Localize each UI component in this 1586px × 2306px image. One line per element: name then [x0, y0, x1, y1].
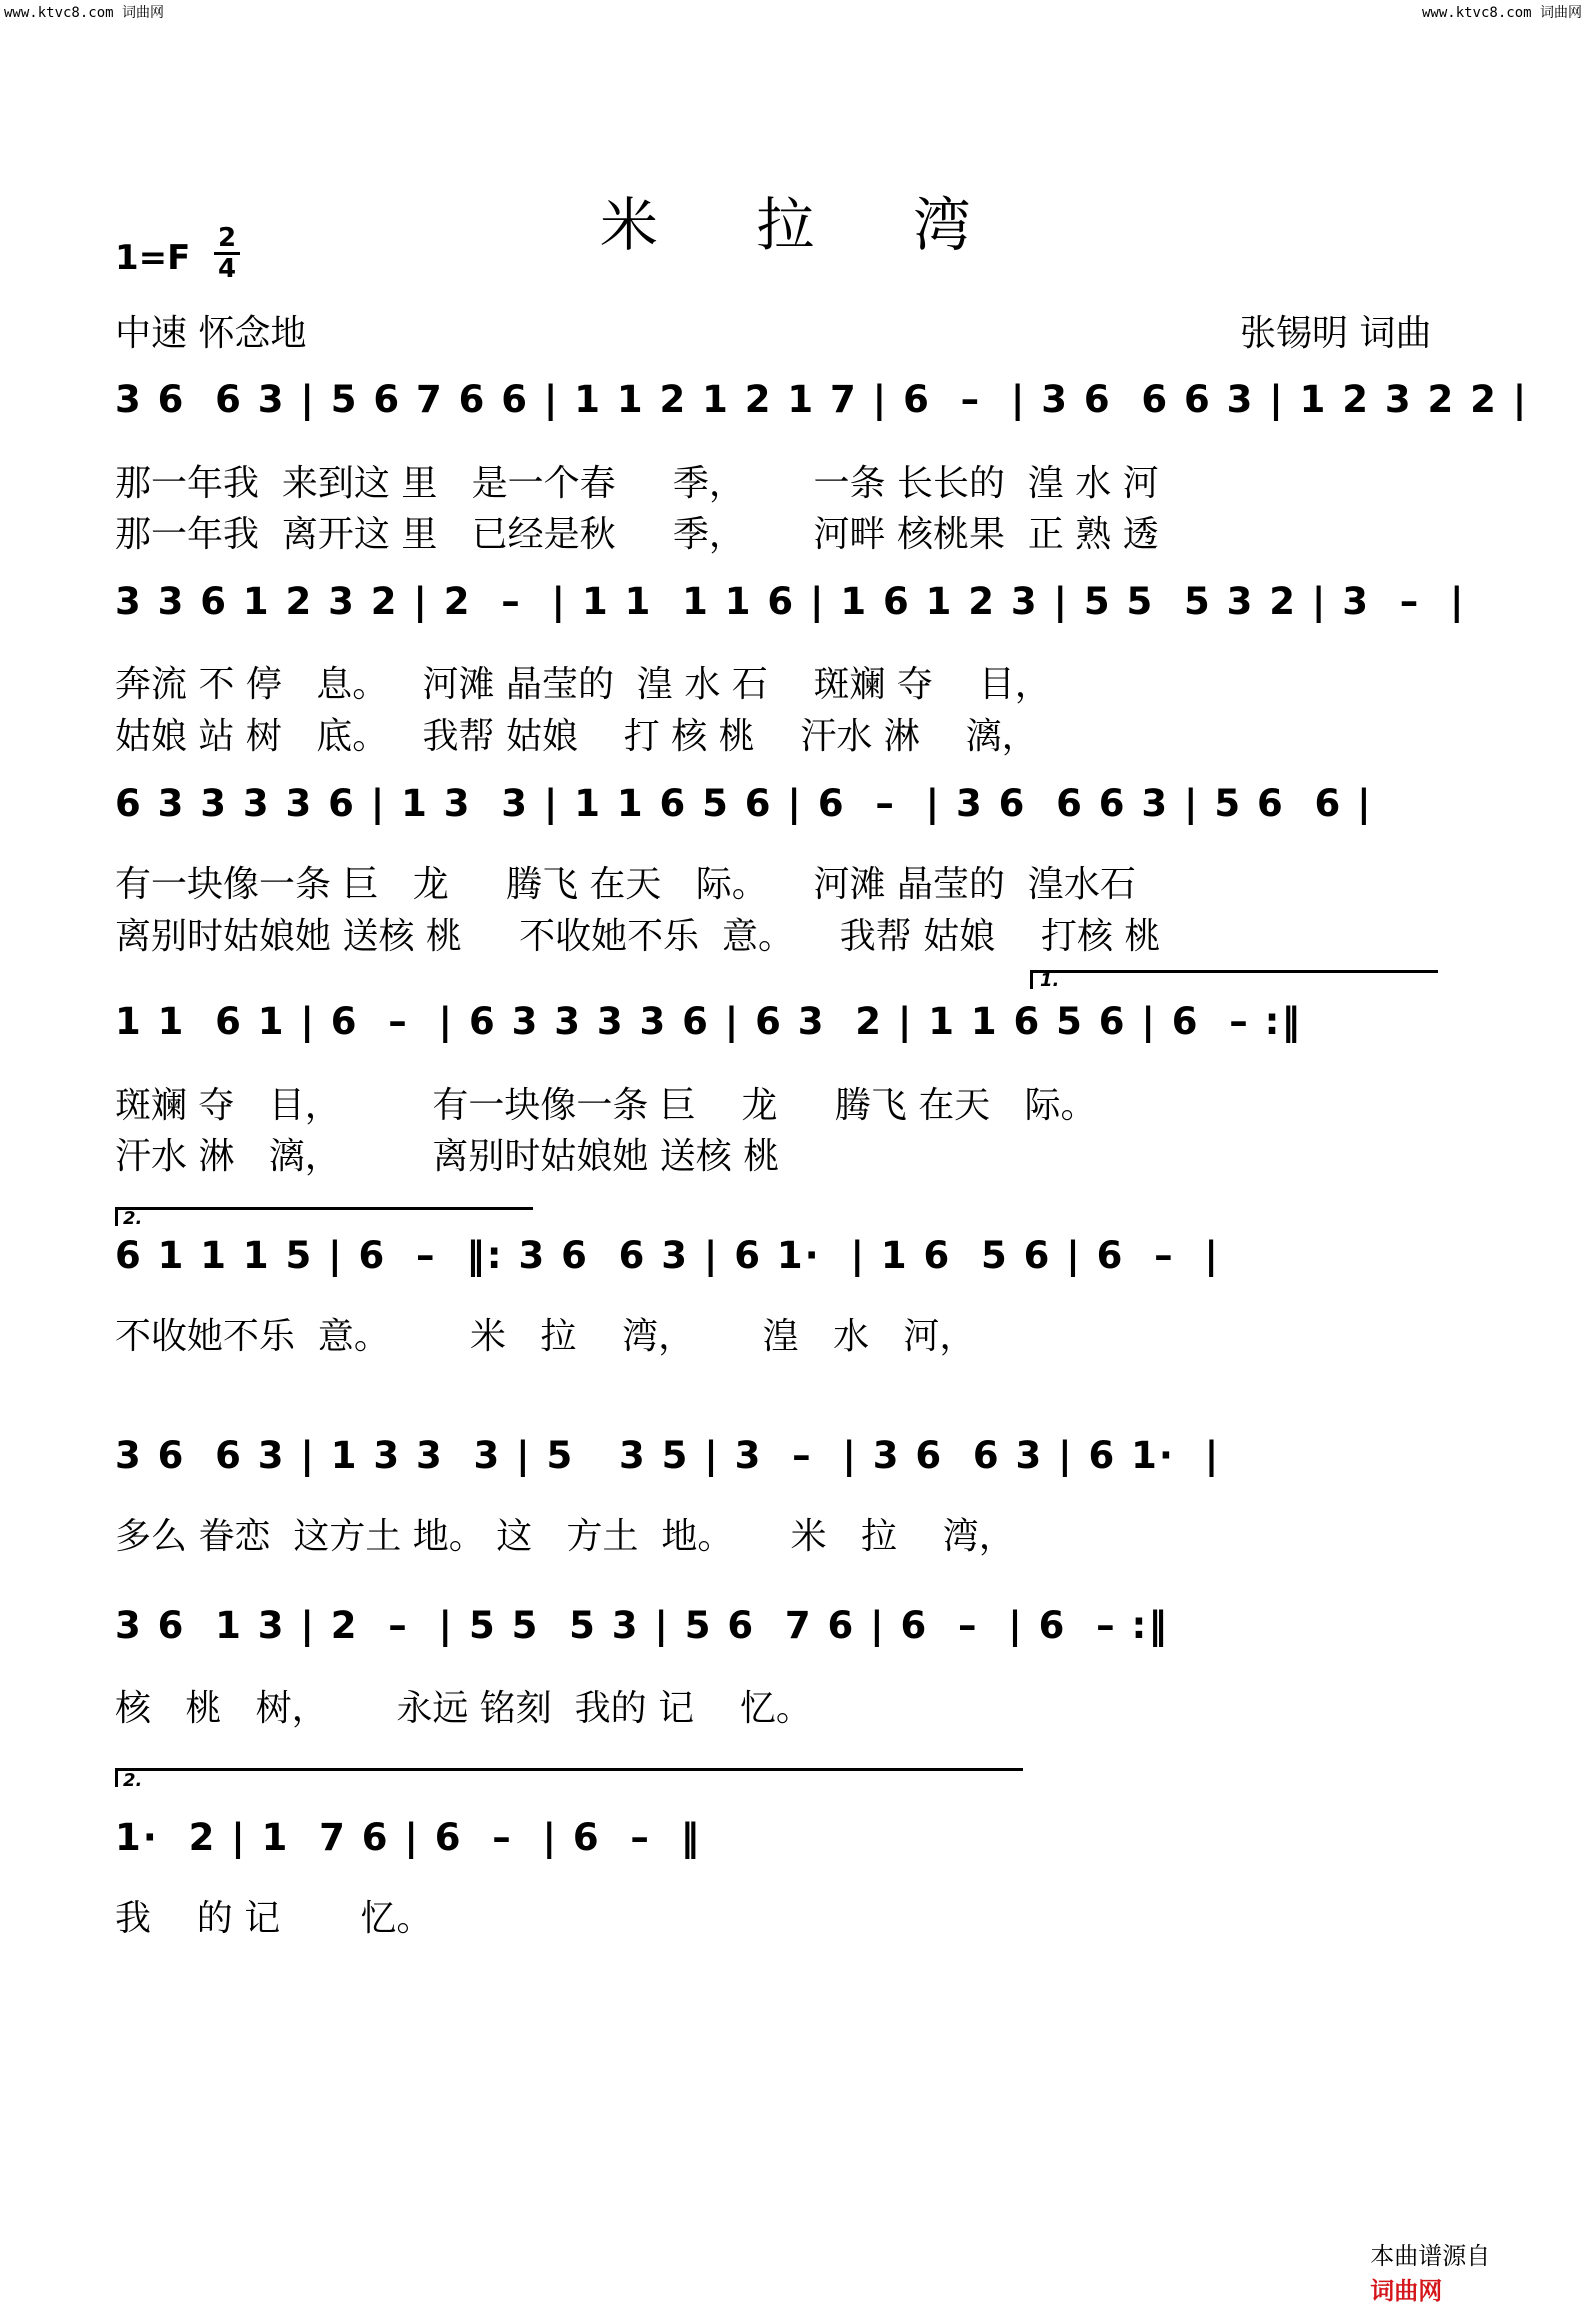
tempo-marking: 中速 怀念地 [115, 313, 307, 354]
lyric-row-3-verse-1: 有一块像一条 巨 龙 腾飞 在天 际。 河滩 晶莹的 湟水石 [115, 864, 1136, 905]
first-ending-number: 1. [1040, 970, 1060, 991]
lyric-row-4-verse-2: 汗水 淋 漓， 离别时姑娘她 送核 桃 [115, 1136, 780, 1177]
time-signature [214, 224, 240, 283]
notation-row-1: 3 6 6 3 | 5 6 7 6 6 | 1 1 2 1 2 1 7 | 6 – | 3 6 6 6 3 | 1 2 3 2 2 | [115, 378, 1529, 421]
second-ending-bracket [115, 1207, 533, 1226]
lyric-row-3-verse-2: 离别时姑娘她 送核 桃 不收她不乐 意。 我帮 姑娘 打核 桃 [115, 916, 1161, 957]
lyric-row-6: 多么 眷恋 这方土 地。 这 方土 地。 米 拉 湾， [115, 1516, 1015, 1557]
lyric-row-4-verse-1: 斑斓 夺 目， 有一块像一条 巨 龙 腾飞 在天 际。 [115, 1085, 1097, 1126]
lyric-row-5: 不收她不乐 意。 米 拉 湾， 湟 水 河， [115, 1316, 976, 1357]
notation-row-3: 6 3 3 3 3 6 | 1 3 3 | 1 1 6 5 6 | 6 – | 3 6 6 6 3 | 5 6 6 | [115, 782, 1373, 825]
first-ending-bracket [1030, 970, 1438, 989]
notation-row-8: 1· 2 | 1 7 6 | 6 – | 6 – ‖ [115, 1816, 702, 1859]
lyric-row-7: 核 桃 树， 永远 铭刻 我的 记 忆。 [115, 1688, 812, 1729]
time-bottom: 4 [214, 252, 240, 283]
song-title: 米 拉 湾 [600, 191, 1011, 259]
watermark-left: www.ktvc8.com 词曲网 [4, 5, 165, 21]
lyric-row-2-verse-2: 姑娘 站 树 底。 我帮 姑娘 打 核 桃 汗水 淋 漓， [115, 716, 1038, 757]
notation-row-4: 1 1 6 1 | 6 – | 6 3 3 3 3 6 | 6 3 2 | 1 1 6 5 6 | 6 – :‖ [115, 1000, 1302, 1043]
author-credit: 张锡明 词曲 [1240, 313, 1432, 354]
final-ending-number: 2. [123, 1770, 143, 1791]
lyric-row-8: 我 的 记 忆。 [115, 1898, 433, 1939]
footer-source-label: 本曲谱源自 [1370, 2242, 1491, 2270]
watermark-right: www.ktvc8.com 词曲网 [1421, 5, 1582, 21]
final-ending-bracket [115, 1768, 1023, 1787]
notation-row-2: 3 3 6 1 2 3 2 | 2 – | 1 1 1 1 6 | 1 6 1 2 3 | 5 5 5 3 2 | 3 – | [115, 580, 1466, 623]
footer-credit [1355, 2208, 1490, 2306]
key-signature: 1=F [115, 238, 191, 278]
notation-row-7: 3 6 1 3 | 2 – | 5 5 5 3 | 5 6 7 6 | 6 – | 6 – :‖ [115, 1604, 1169, 1647]
second-ending-number: 2. [123, 1208, 143, 1229]
time-top: 2 [217, 223, 237, 253]
notation-row-5: 6 1 1 1 5 | 6 – ‖: 3 6 6 3 | 6 1· | 1 6 5 6 | 6 – | [115, 1234, 1220, 1277]
footer-brand-link[interactable]: 词曲网 [1370, 2277, 1443, 2305]
lyric-row-1-verse-1: 那一年我 来到这 里 是一个春 季， 一条 长长的 湟 水 河 [115, 463, 1159, 504]
notation-row-6: 3 6 6 3 | 1 3 3 3 | 5 3 5 | 3 – | 3 6 6 3 | 6 1· | [115, 1434, 1221, 1477]
lyric-row-2-verse-1: 奔流 不 停 息。 河滩 晶莹的 湟 水 石 斑斓 夺 目， [115, 664, 1051, 705]
lyric-row-1-verse-2: 那一年我 离开这 里 已经是秋 季， 河畔 核桃果 正 熟 透 [115, 514, 1159, 555]
